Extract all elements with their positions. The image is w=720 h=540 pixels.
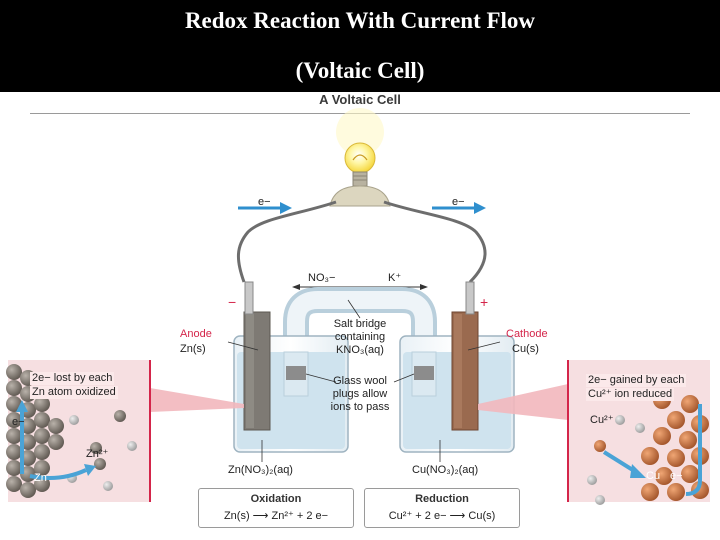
- oxidation-equation: Zn(s) ⟶ Zn²⁺ + 2 e−: [223, 510, 329, 522]
- left-inset-electron-label: e−: [12, 416, 25, 428]
- slide-title-line1: Redox Reaction With Current Flow: [184, 8, 536, 33]
- copper-nitrate-label: Cu(NO₃)₂(aq): [412, 464, 479, 476]
- figure-title: A Voltaic Cell: [319, 92, 401, 107]
- oxidation-box: [198, 488, 354, 528]
- reduction-title: Reduction: [415, 493, 469, 505]
- glass-wool-label-1: Glass wool: [333, 375, 387, 387]
- right-inset-caption-1: 2e− gained by each: [588, 374, 685, 386]
- reduction-box: [364, 488, 520, 528]
- zinc-nitrate-label: Zn(NO₃)₂(aq): [228, 464, 293, 476]
- positive-terminal-sign: +: [480, 294, 489, 310]
- left-inset-caption-1: 2e− lost by each: [32, 372, 113, 384]
- salt-bridge-label-3: KNO₃(aq): [336, 344, 384, 356]
- glass-wool-label-2: plugs allow: [332, 388, 388, 400]
- left-inset-zinc-ion-label: Zn²⁺: [86, 448, 109, 460]
- glass-wool-plug-right: [414, 366, 434, 380]
- anode-material-label: Zn(s): [180, 343, 206, 355]
- left-wire: [238, 202, 336, 282]
- right-inset-caption-2: Cu²⁺ ion reduced: [588, 388, 673, 400]
- left-zoom-wedge: [150, 388, 244, 412]
- nitrate-ion-label: NO₃−: [308, 272, 336, 284]
- reduction-equation: Cu²⁺ + 2 e− ⟶ Cu(s): [388, 510, 496, 522]
- electron-label-left: e−: [258, 196, 271, 208]
- right-inset-copper-atom-label: Cu: [646, 470, 661, 482]
- salt-bridge-label-1: Salt bridge: [333, 318, 387, 330]
- glass-wool-label-3: ions to pass: [330, 401, 390, 413]
- slide-title-line2: (Voltaic Cell): [295, 58, 425, 83]
- right-inset-electron-label: e−: [670, 470, 683, 482]
- negative-terminal-sign: −: [228, 294, 237, 310]
- electron-label-right: e−: [452, 196, 465, 208]
- salt-bridge-label-2: containing: [334, 331, 386, 343]
- light-bulb-icon: [330, 108, 390, 206]
- anode-label: Anode: [180, 328, 212, 340]
- oxidation-title: Oxidation: [250, 493, 302, 505]
- right-wire: [384, 202, 485, 282]
- left-inset-caption-2: Zn atom oxidized: [32, 386, 116, 398]
- cathode-material-label: Cu(s): [512, 343, 539, 355]
- glass-wool-plug-left: [286, 366, 306, 380]
- cathode-label: Cathode: [506, 328, 548, 340]
- potassium-ion-label: K⁺: [388, 272, 402, 284]
- right-inset-copper-ion-label: Cu²⁺: [590, 414, 614, 426]
- left-inset-zinc-atom-label: Zn: [34, 472, 47, 484]
